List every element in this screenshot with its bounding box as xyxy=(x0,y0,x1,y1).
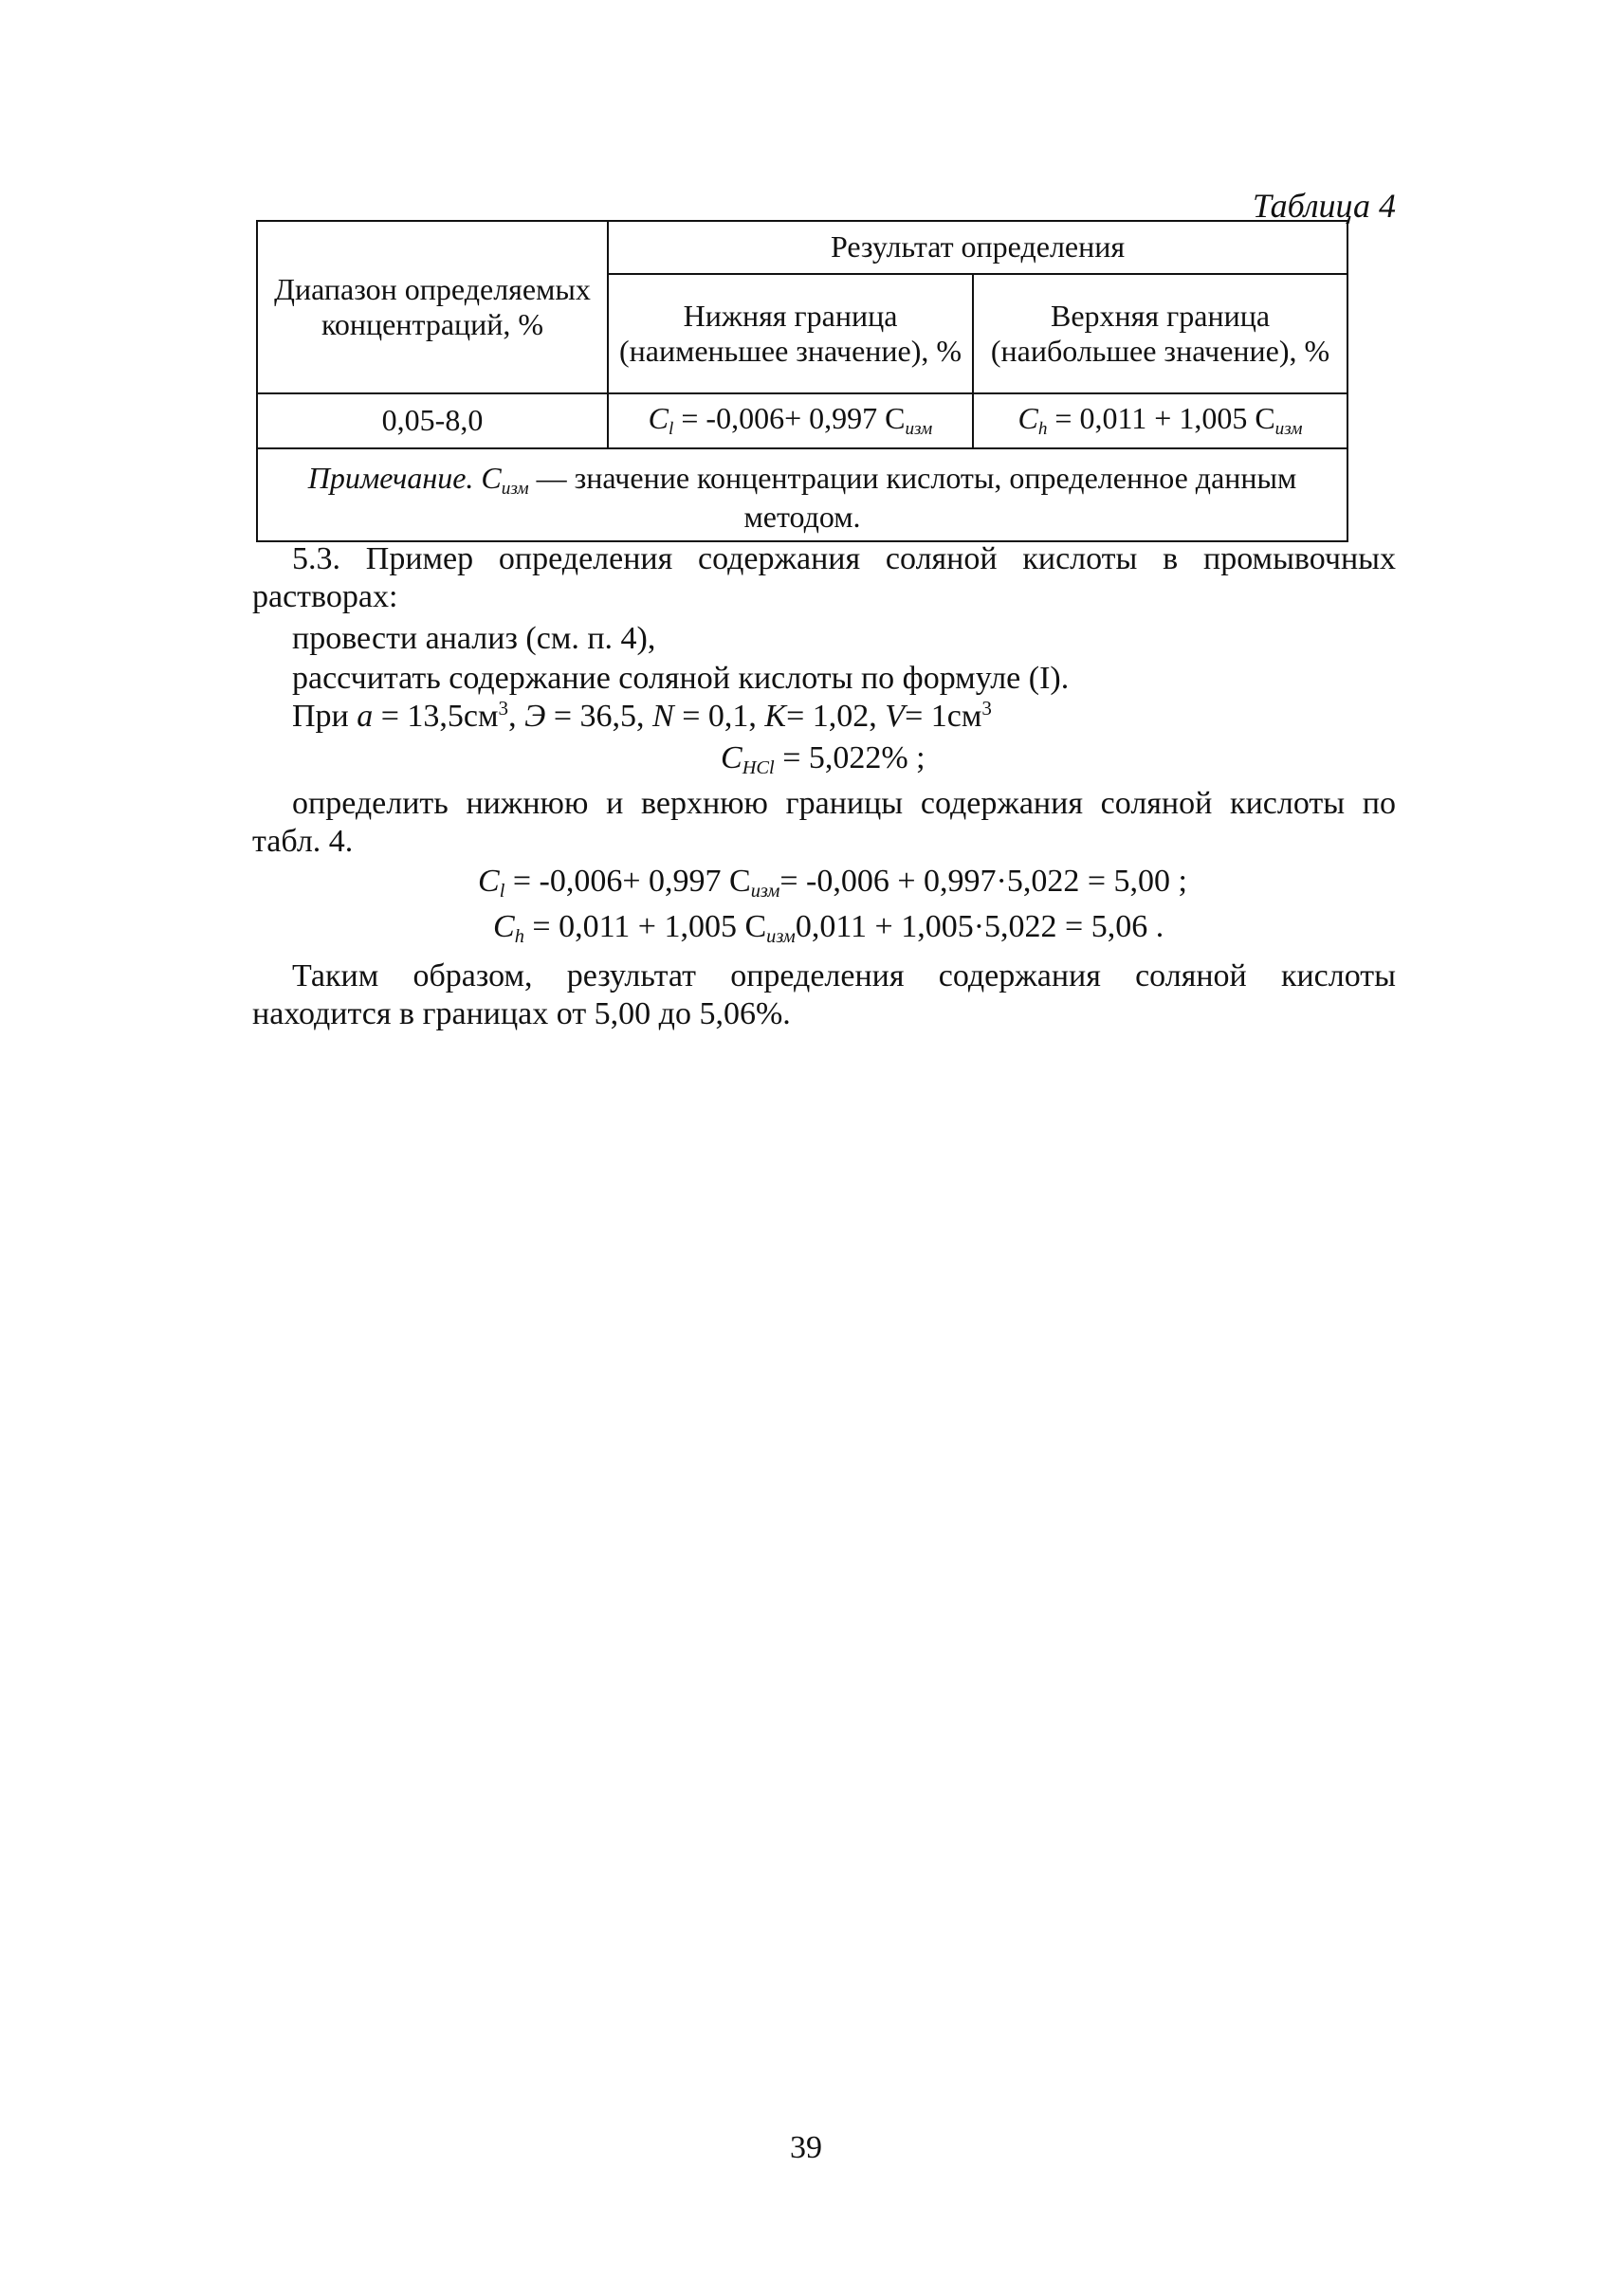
note-sub: изм xyxy=(501,479,529,499)
step-analysis: провести анализ (см. п. 4), xyxy=(292,621,656,656)
upper-formula-rhs: = 0,011 + 1,005 C xyxy=(1047,401,1275,436)
lower-formula-symbol: C xyxy=(648,401,669,436)
step-bounds-line1: определить нижнюю и верхнюю границы содержания соляной кислоты по xyxy=(292,786,1396,821)
conclusion-line2: находится в границах от 5,00 до 5,06%. xyxy=(252,996,791,1031)
lower-formula-rhs: = -0,006+ 0,997 C xyxy=(673,401,906,436)
header-range: Диапазон определяемых концентраций, % xyxy=(257,221,608,393)
upper-formula-sub: h xyxy=(1037,419,1048,440)
note-label: Примечание. C xyxy=(307,461,502,495)
header-lower-bound: Нижняя граница (наименьшее значение), % xyxy=(608,274,973,393)
lower-formula-meas-sub: изм xyxy=(905,419,933,440)
step-bounds-line2: табл. 4. xyxy=(252,824,354,859)
results-table xyxy=(256,220,1348,542)
para-5-3-line2: растворах: xyxy=(252,579,398,614)
page-number: 39 xyxy=(790,2130,822,2165)
table-note xyxy=(257,448,1347,541)
table-caption: Таблица 4 xyxy=(1252,187,1396,225)
result-hcl: $C_{HCl} = 5,022\%$ ; xyxy=(721,740,926,778)
given-values: При $a = 13,5см^3$, Э = 36,5, N = 0,1, K= 1,02, $V= 1см^3$ xyxy=(292,697,992,734)
conclusion-line1: Таким образом, результат определения содержания соляной кислоты xyxy=(292,958,1396,993)
upper-formula-symbol: C xyxy=(1017,401,1038,436)
cell-upper-formula xyxy=(973,393,1347,448)
calc-lower: $C_l = -0,006+ 0,997$ $C_{изм}= -0,006 + 0,997\cdot 5,022 = 5,00$ ; xyxy=(478,864,1187,902)
calc-upper: $C_h = 0,011 + 1,005$ $C_{изм}0,011 + 1,005\cdot 5,022 = 5,06$ . xyxy=(493,909,1164,947)
step-calc: рассчитать содержание соляной кислоты по формуле (I). xyxy=(292,661,1070,696)
lower-formula-sub: l xyxy=(669,419,674,440)
cell-lower-formula xyxy=(608,393,973,448)
upper-formula-meas-sub: изм xyxy=(1274,419,1303,440)
para-5-3-line1: 5.3. Пример определения содержания соляной кислоты в промывочных xyxy=(292,541,1396,576)
header-upper-bound: Верхняя граница (наибольшее значение), % xyxy=(973,274,1347,393)
header-result: Результат определения xyxy=(608,221,1347,274)
note-text: — значение концентрации кислоты, определенное данным методом. xyxy=(528,461,1297,535)
cell-range-value: 0,05-8,0 xyxy=(257,393,608,448)
